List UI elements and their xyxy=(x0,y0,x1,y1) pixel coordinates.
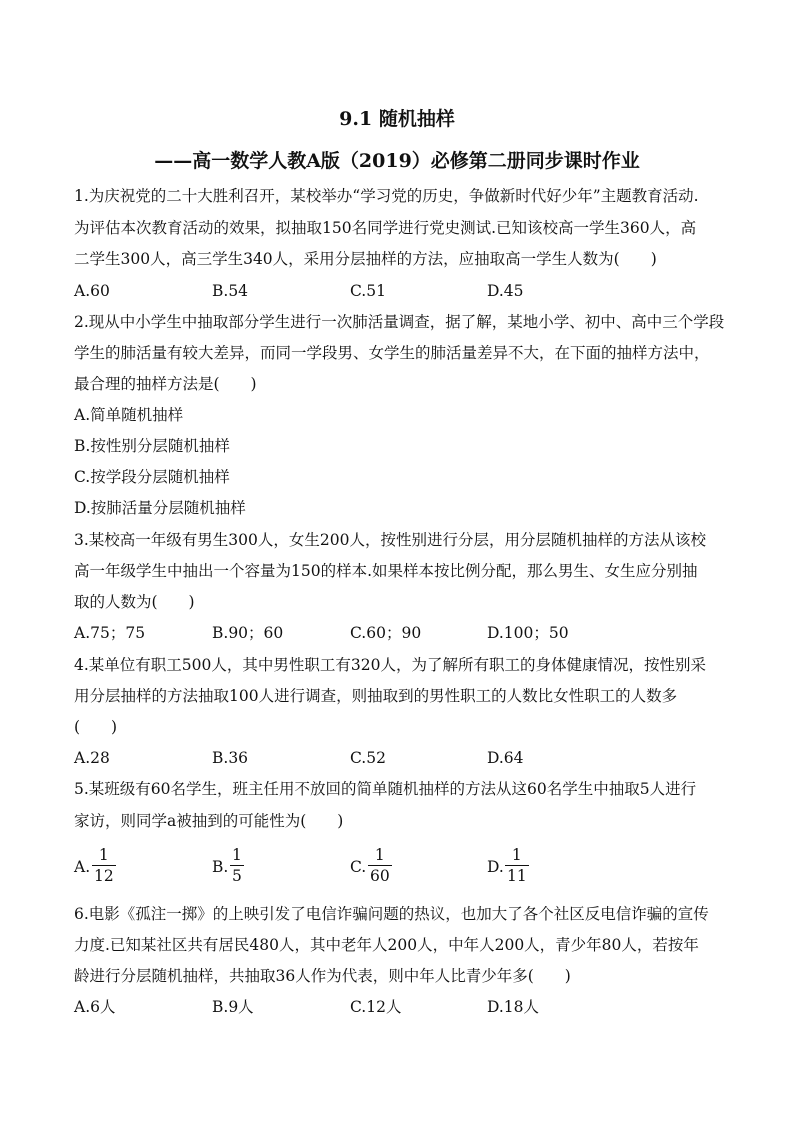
fraction-numerator: 1 xyxy=(98,846,109,864)
question-1-line-2: 为评估本次教育活动的效果，拟抽取150名同学进行党史测试.已知该校高一学生360人，高 xyxy=(74,219,697,237)
question-6-line-3: 龄进行分层随机抽样，共抽取36人作为代表，则中年人比青少年多( ) xyxy=(74,967,571,985)
question-1-option-d[interactable]: D.45 xyxy=(487,282,524,300)
fraction xyxy=(230,846,244,885)
question-2-option-c[interactable]: C.按学段分层随机抽样 xyxy=(74,468,230,486)
question-3-option-c[interactable]: C.60；90 xyxy=(350,624,422,642)
fraction-denominator: 60 xyxy=(370,867,390,885)
question-4-line-3: ( ) xyxy=(74,718,118,736)
fraction xyxy=(92,846,116,885)
question-2-line-1: 2.现从中小学生中抽取部分学生进行一次肺活量调查，据了解，某地小学、初中、高中三个学段 xyxy=(74,313,725,331)
question-3-line-3: 取的人数为( ) xyxy=(74,593,195,611)
option-label: A. xyxy=(74,858,91,876)
fraction-denominator: 12 xyxy=(94,867,114,885)
question-4-option-c[interactable]: C.52 xyxy=(350,749,386,767)
fraction-denominator: 5 xyxy=(232,867,242,885)
page-title: 9.1 随机抽样 xyxy=(339,108,455,130)
fraction-bar xyxy=(230,865,244,866)
question-3-line-1: 3.某校高一年级有男生300人，女生200人，按性别进行分层，用分层随机抽样的方法从该校 xyxy=(74,531,706,549)
question-1-option-b[interactable]: B.54 xyxy=(212,282,249,300)
fraction-bar xyxy=(92,865,116,866)
question-4-option-d[interactable]: D.64 xyxy=(487,749,524,767)
fraction-bar xyxy=(505,865,529,866)
question-3-option-d[interactable]: D.100；50 xyxy=(487,624,569,642)
question-4-line-2: 用分层抽样的方法抽取100人进行调查，则抽取到的男性职工的人数比女性职工的人数多 xyxy=(74,687,678,705)
question-3-option-b[interactable]: B.90；60 xyxy=(212,624,284,642)
option-label: C. xyxy=(350,858,367,876)
question-4-line-1: 4.某单位有职工500人，其中男性职工有320人，为了解所有职工的身体健康情况，按性别采 xyxy=(74,656,706,674)
question-2-option-d[interactable]: D.按肺活量分层随机抽样 xyxy=(74,499,246,517)
fraction-bar xyxy=(368,865,392,866)
question-2-line-2: 学生的肺活量有较大差异，而同一学段男、女学生的肺活量差异不大，在下面的抽样方法中， xyxy=(74,344,710,362)
question-6-option-d[interactable]: D.18人 xyxy=(487,998,540,1016)
question-3-line-2: 高一年级学生中抽出一个容量为150的样本.如果样本按比例分配，那么男生、女生应分别抽 xyxy=(74,562,698,580)
question-6-option-c[interactable]: C.12人 xyxy=(350,998,402,1016)
question-1-option-a[interactable]: A.60 xyxy=(74,282,110,300)
question-2-line-3: 最合理的抽样方法是( ) xyxy=(74,375,257,393)
question-5-line-2: 家访，则同学a被抽到的可能性为( ) xyxy=(74,812,344,830)
option-label: B. xyxy=(212,858,229,876)
question-1-option-c[interactable]: C.51 xyxy=(350,282,386,300)
page-subtitle: ——高一数学人教A版（2019）必修第二册同步课时作业 xyxy=(154,150,640,172)
question-1-line-3: 二学生300人，高三学生340人，采用分层抽样的方法，应抽取高一学生人数为( ) xyxy=(74,250,657,268)
fraction-numerator: 1 xyxy=(511,846,522,864)
question-6-option-b[interactable]: B.9人 xyxy=(212,998,254,1016)
question-4-option-b[interactable]: B.36 xyxy=(212,749,249,767)
fraction-numerator: 1 xyxy=(374,846,385,864)
question-6-option-a[interactable]: A.6人 xyxy=(74,998,116,1016)
fraction xyxy=(505,846,529,885)
question-6-line-2: 力度.已知某社区共有居民480人，其中老年人200人，中年人200人，青少年80人，若按年 xyxy=(74,936,699,954)
question-6-line-1: 6.电影《孤注一掷》的上映引发了电信诈骗问题的热议，也加大了各个社区反电信诈骗的宣传 xyxy=(74,905,709,923)
question-4-option-a[interactable]: A.28 xyxy=(74,749,110,767)
option-label: D. xyxy=(487,858,504,876)
question-2-option-b[interactable]: B.按性别分层随机抽样 xyxy=(74,437,230,455)
question-5-line-1: 5.某班级有60名学生，班主任用不放回的简单随机抽样的方法从这60名学生中抽取5人进行 xyxy=(74,780,697,798)
question-3-option-a[interactable]: A.75；75 xyxy=(74,624,146,642)
question-2-option-a[interactable]: A.简单随机抽样 xyxy=(74,406,184,424)
fraction xyxy=(368,846,392,885)
question-1-line-1: 1.为庆祝党的二十大胜利召开，某校举办“学习党的历史，争做新时代好少年”主题教育活动. xyxy=(74,187,699,205)
fraction-denominator: 11 xyxy=(507,867,527,885)
fraction-numerator: 1 xyxy=(232,846,242,864)
